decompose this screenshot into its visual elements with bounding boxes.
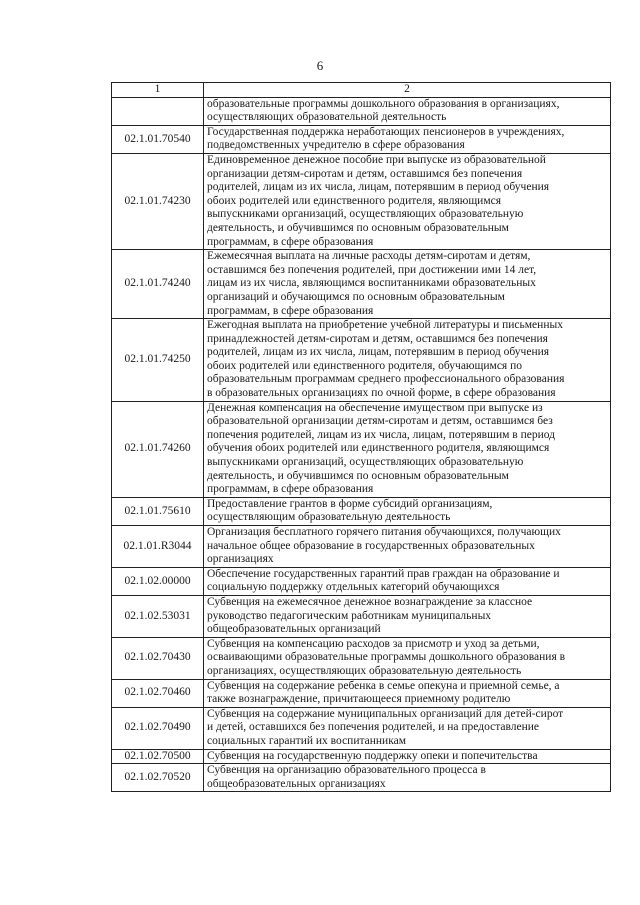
description-cell [204,319,611,402]
description-line: организации детям-сиротам и детям, оставшимся без попечения [207,167,523,180]
budget-code-cell [112,97,204,125]
description-line: организациях, осуществляющих образовательную деятельность [207,664,522,677]
description-line: попечения родителей, лицам из их числа, лицам, потерявшим в период [207,428,556,441]
page-number: 6 [316,58,324,73]
description-line: осуществляющих образовательной деятельность [207,111,447,124]
column-header-2: 2 [204,83,611,98]
description-line: в образовательных организациях по очной форме, в сфере образования [207,387,556,400]
description-cell [204,637,611,679]
description-line: программам, в сфере образования [207,304,374,317]
description-line: Предоставление грантов в форме субсидий организациям, [207,497,493,510]
description-cell [204,749,611,764]
budget-code-cell: 02.1.02.70490 [112,707,204,749]
budget-code-table [111,82,611,792]
description-cell [204,567,611,595]
description-line: Субвенция на государственную поддержку опеки и попечительства [207,749,538,762]
description-line: руководство педагогическим работникам муниципальных [207,609,492,622]
budget-code-cell: 02.1.01.74240 [112,250,204,319]
description-line: программам, в сфере образования [207,483,374,496]
budget-code-cell: 02.1.01.70540 [112,125,204,153]
description-line: общеобразовательных организаций [207,623,381,636]
description-line: принадлежностей детям-сиротам и детям, оставшимся без попечения [207,332,548,345]
description-line: образовательной организации детям-сиротам и детям, оставшимся без [207,415,553,428]
description-line: начальное общее образование в государственных образовательных [207,539,535,552]
description-cell [204,679,611,707]
description-line: родителей, лицам из их числа, лицам, потерявшим в период обучения [207,181,550,194]
table-row [112,595,611,637]
description-cell [204,764,611,792]
description-line: осуществляющим образовательную деятельность [207,511,451,524]
budget-code-cell: 02.1.02.70520 [112,764,204,792]
description-line: Ежемесячная выплата на личные расходы детям-сиротам и детям, [207,250,531,263]
table-row [112,679,611,707]
description-line: организаций и обучающимся по основным образовательным [207,290,505,303]
description-cell [204,707,611,749]
description-line: оставшимся без попечения родителей, при достижении ими 14 лет, [207,263,537,276]
description-cell [204,125,611,153]
table-row [112,153,611,249]
description-cell [204,97,611,125]
description-line: организациях [207,553,274,566]
description-line: Денежная компенсация на обеспечение имуществом при выпуске из [207,401,543,414]
description-line: социальных гарантий их воспитанникам [207,734,407,747]
column-header-1: 1 [112,83,204,98]
table-row [112,764,611,792]
budget-code-cell: 02.1.01.R3044 [112,526,204,568]
table-row [112,250,611,319]
table-row [112,497,611,525]
budget-code-cell: 02.1.01.75610 [112,497,204,525]
table-row [112,319,611,402]
description-line: лицам из их числа, являющимся воспитанниками образовательных [207,277,536,290]
budget-code-cell: 02.1.01.74230 [112,153,204,249]
description-cell [204,401,611,497]
description-line: подведомственных учредителю в сфере образования [207,139,465,152]
description-line: выпускниками организаций, осуществляющих образовательную [207,456,524,469]
description-line: образовательные программы дошкольного образования в организациях, [207,97,560,110]
description-line: обучения обоих родителей или единственного родителя, являющимся [207,442,550,455]
table-row [112,707,611,749]
description-cell [204,526,611,568]
description-line: Организация бесплатного горячего питания обучающихся, получающих [207,526,561,538]
description-cell [204,250,611,319]
description-line: обоих родителей или единственного родителя, обучающимся по [207,359,522,372]
description-line: Субвенция на содержание муниципальных организаций для детей-сирот [207,707,564,720]
description-line: Субвенция на ежемесячное денежное вознаграждение за классное [207,595,533,608]
description-line: и детей, оставшихся без попечения родителей, и на предоставление [207,721,540,734]
description-line: программам, в сфере образования [207,235,374,248]
table-row [112,749,611,764]
budget-code-cell: 02.1.02.70430 [112,637,204,679]
budget-code-cell: 02.1.01.74250 [112,319,204,402]
description-line: деятельность, и обучившимся по основным образовательным [207,221,509,234]
table-row [112,526,611,568]
description-line: Ежегодная выплата на приобретение учебной литературы и письменных [207,319,563,332]
description-line: социальную поддержку отдельных категорий обучающихся [207,581,500,594]
description-cell [204,595,611,637]
description-line: Обеспечение государственных гарантий прав граждан на образование и [207,567,560,580]
description-line: осваивающими образовательные программы дошкольного образования в [207,651,566,664]
description-line: образовательным программам среднего профессионального образования [207,373,565,386]
description-line: Субвенция на компенсацию расходов за присмотр и уход за детьми, [207,637,540,650]
table-row [112,125,611,153]
description-line: родителей, лицам из их числа, лицам, потерявшим в период обучения [207,346,550,359]
description-cell [204,153,611,249]
budget-code-cell: 02.1.02.00000 [112,567,204,595]
description-line: также вознаграждение, причитающееся приемному родителю [207,693,511,706]
description-cell [204,497,611,525]
table-header-row [112,83,611,98]
description-line: Субвенция на организацию образовательного процесса в [207,764,486,777]
budget-code-cell: 02.1.01.74260 [112,401,204,497]
description-line: Единовременное денежное пособие при выпуске из образовательной [207,153,546,166]
budget-code-cell: 02.1.02.70500 [112,749,204,764]
table-row [112,567,611,595]
description-line: общеобразовательных организациях [207,777,386,790]
budget-code-cell: 02.1.02.53031 [112,595,204,637]
table-row [112,97,611,125]
description-line: обоих родителей или единственного родителя, являющимся [207,194,502,207]
description-line: Государственная поддержка неработающих пенсионеров в учреждениях, [207,125,565,138]
table-row [112,401,611,497]
budget-code-cell: 02.1.02.70460 [112,679,204,707]
description-line: деятельность, и обучившимся по основным образовательным [207,469,509,482]
description-line: Субвенция на содержание ребенка в семье опекуна и приемной семье, а [207,679,560,692]
description-line: выпускниками организаций, осуществляющих образовательную [207,208,524,221]
table-row [112,637,611,679]
